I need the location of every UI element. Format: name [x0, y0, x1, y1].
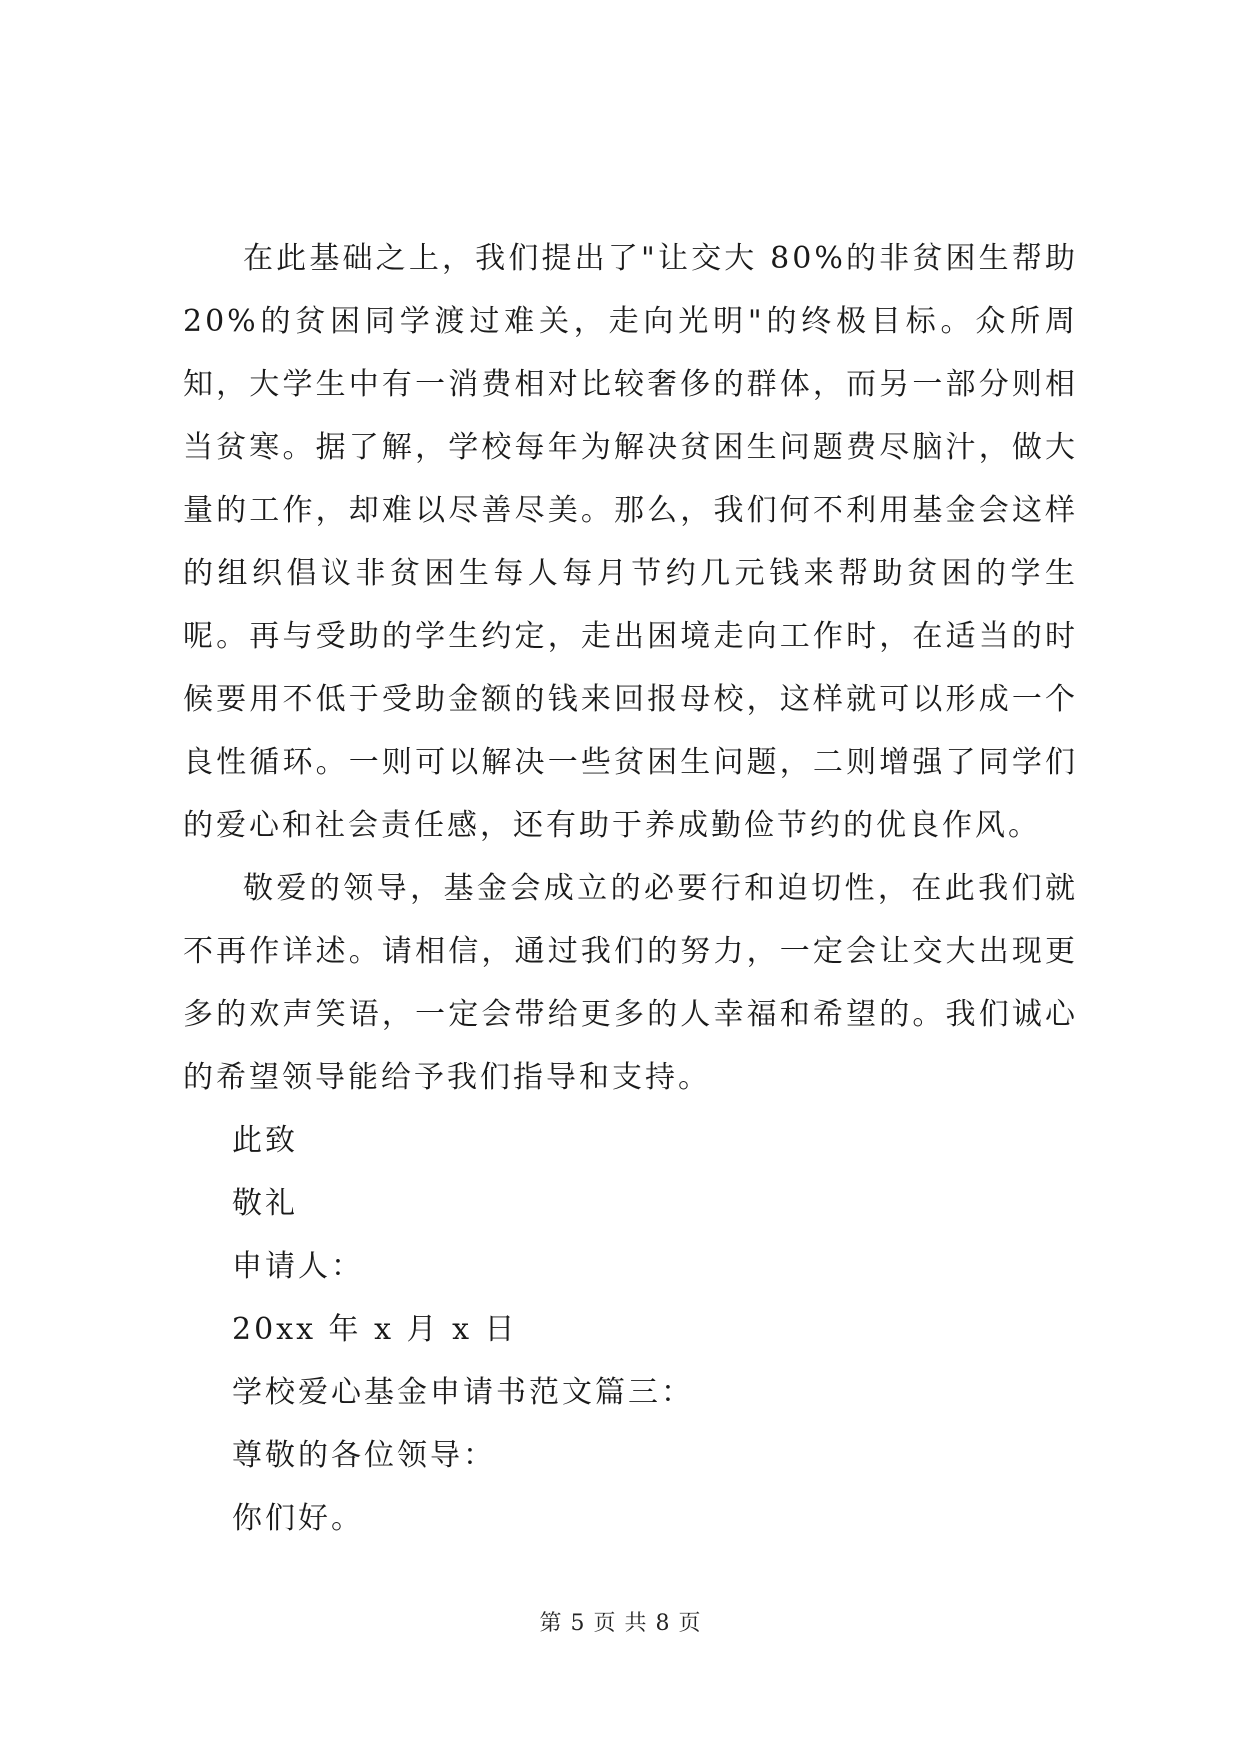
date-line: 20xx 年 x 月 x 日 [232, 1312, 518, 1347]
section-title: 学校爱心基金申请书范文篇三： [232, 1375, 694, 1410]
document-body [183, 227, 1078, 1550]
applicant-line: 申请人： [232, 1249, 364, 1284]
salutation-line: 尊敬的各位领导： [232, 1438, 496, 1473]
salute-line: 敬礼 [232, 1186, 298, 1221]
greeting-line: 你们好。 [232, 1501, 364, 1536]
page-number-footer: 第 5 页 共 8 页 [539, 1611, 702, 1636]
closing-line: 此致 [232, 1123, 298, 1158]
body-paragraph-2: 敬爱的领导，基金会成立的必要行和迫切性，在此我们就不再作详述。请相信，通过我们的努力，一定会让交大出现更多的欢声笑语，一定会带给更多的人幸福和希望的。我们诚心的希望领导能给予我们指导和支持。 [183, 871, 1078, 1095]
body-paragraph-1: 在此基础之上，我们提出了"让交大 80%的非贫困生帮助 20%的贫困同学渡过难关，走向光明"的终极目标。众所周知，大学生中有一消费相对比较奢侈的群体，而另一部分则相当贫寒。据了解，学校每年为解决贫困生问题费尽脑汁，做大量的工作，却难以尽善尽美。那么，我们何不利用基金会这样的组织倡议非贫困生每人每月节约几元钱来帮助贫困的学生呢。再与受助的学生约定，走出困境走向工作时，在适当的时候要用不低于受助金额的钱来回报母校，这样就可以形成一个良性循环。一则可以解决一些贫困生问题，二则增强了同学们的爱心和社会责任感，还有助于养成勤俭节约的优良作风。 [183, 241, 1078, 843]
